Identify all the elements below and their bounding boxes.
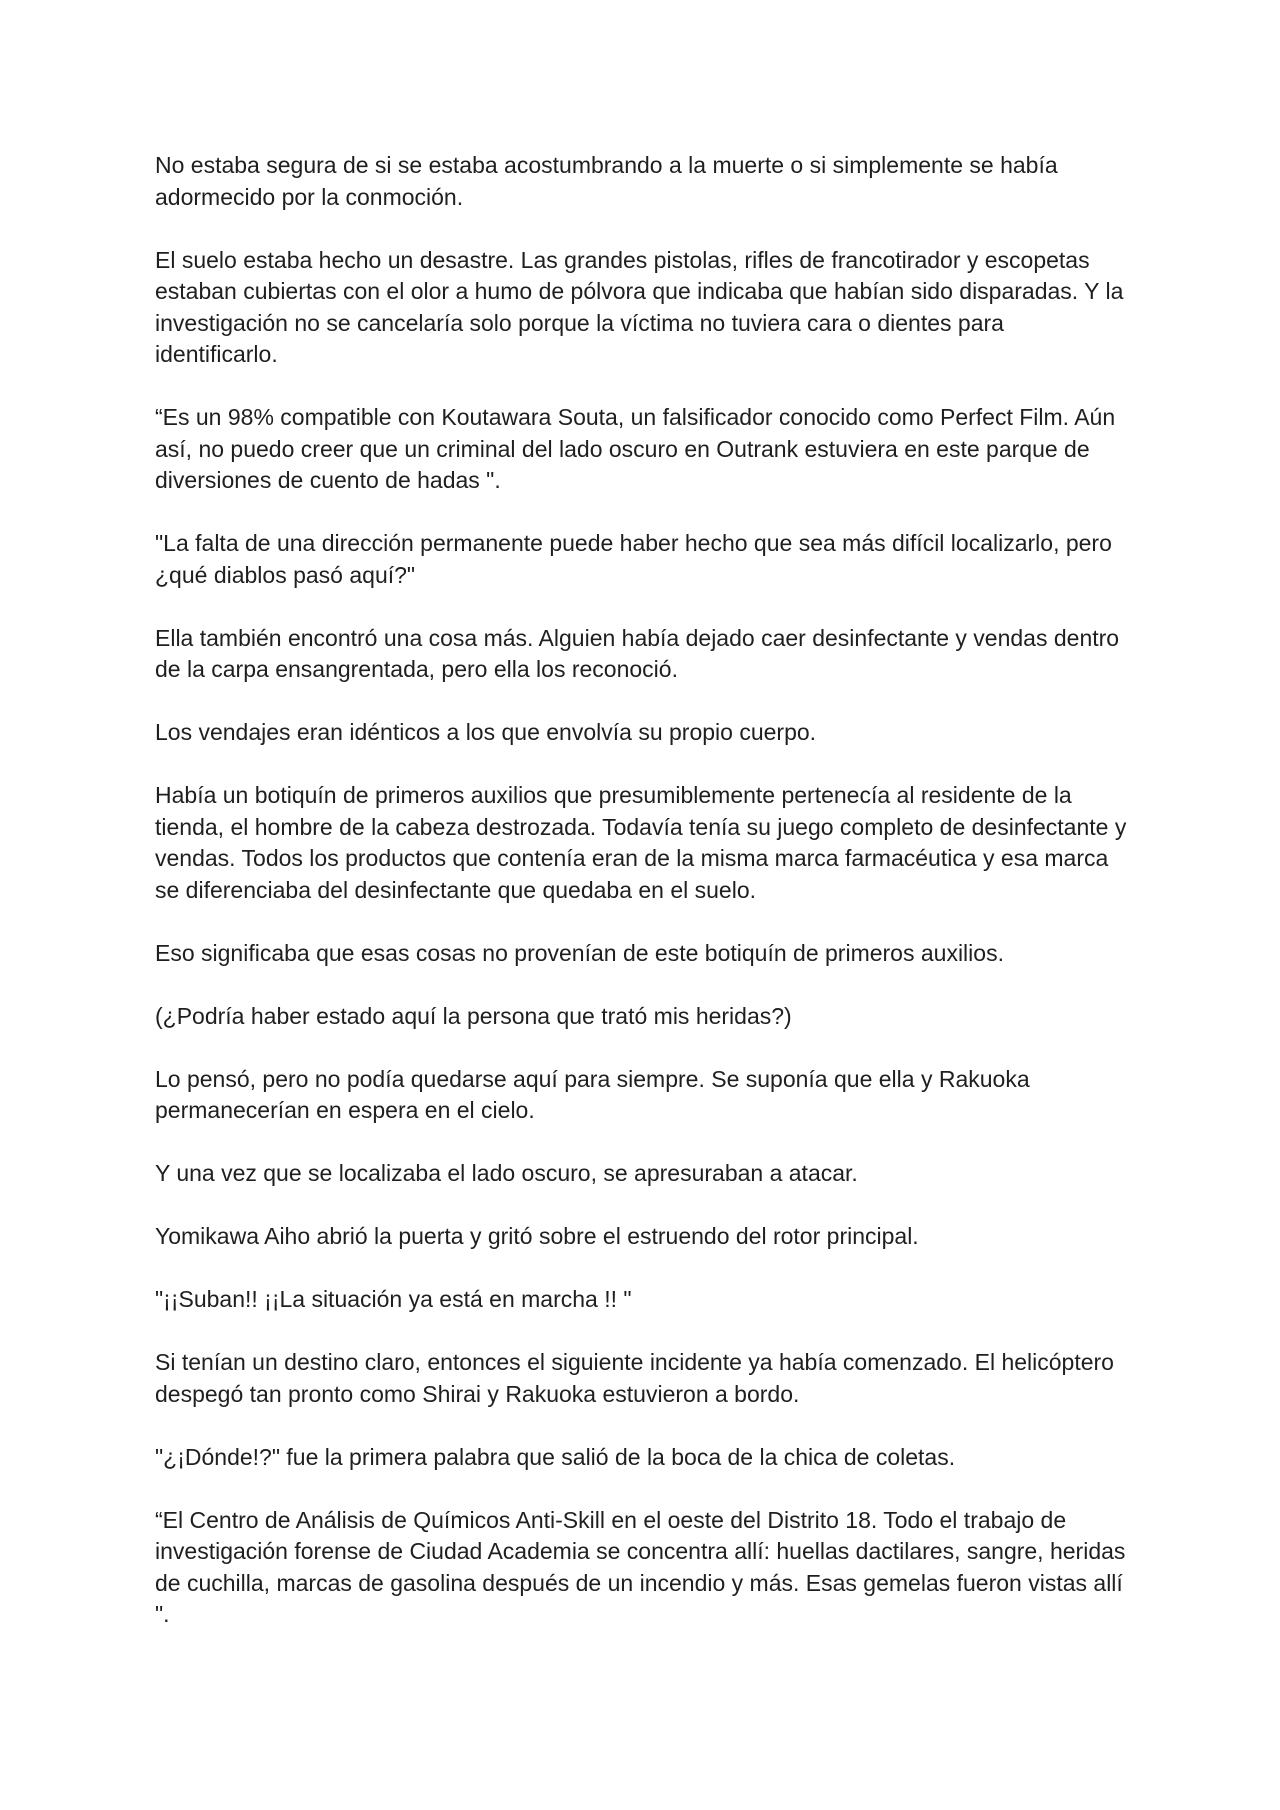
paragraph: No estaba segura de si se estaba acostumbrando a la muerte o si simplemente se había adormecido por la conmoción. bbox=[155, 152, 1058, 210]
paragraph: "¡¡Suban!! ¡¡La situación ya está en marcha !! " bbox=[155, 1286, 632, 1312]
paragraph: El suelo estaba hecho un desastre. Las grandes pistolas, rifles de francotirador y escopetas estaban cubiertas con el olor a humo de pólvora que indicaba que habían sido disparadas. Y la investigación no se cancelaría solo porque la víctima no tuviera cara o dientes para identificarlo. bbox=[155, 246, 1124, 367]
paragraph: “El Centro de Análisis de Químicos Anti-Skill en el oeste del Distrito 18. Todo el trabajo de investigación forense de Ciudad Academia se concentra allí: huellas dactilares, sangre, heridas de cuchilla, marcas de gasolina después de un incendio y más. Esas gemelas fueron vistas allí ". bbox=[155, 1506, 1126, 1627]
paragraph: Yomikawa Aiho abrió la puerta y gritó sobre el estruendo del rotor principal. bbox=[155, 1223, 919, 1249]
paragraph: "¿¡Dónde!?" fue la primera palabra que salió de la boca de la chica de coletas. bbox=[155, 1443, 956, 1470]
paragraph: Y una vez que se localizaba el lado oscuro, se apresuraban a atacar. bbox=[155, 1160, 858, 1186]
paragraph: (¿Podría haber estado aquí la persona que trató mis heridas?) bbox=[155, 1002, 792, 1029]
paragraph: Los vendajes eran idénticos a los que envolvía su propio cuerpo. bbox=[155, 719, 817, 745]
paragraph: Había un botiquín de primeros auxilios que presumiblemente pertenecía al residente de la tienda, el hombre de la cabeza destrozada. Todavía tenía su juego completo de desinfectante y vendas. Todos los productos que contenía eran de la misma marca farmacéutica y esa marca se diferenciaba del desinfectante que quedaba en el suelo. bbox=[155, 782, 1127, 903]
paragraph: Eso significaba que esas cosas no provenían de este botiquín de primeros auxilios. bbox=[155, 939, 1004, 966]
paragraph: Ella también encontró una cosa más. Alguien había dejado caer desinfectante y vendas dentro de la carpa ensangrentada, pero ella los reconoció. bbox=[155, 624, 1120, 682]
paragraph: “Es un 98% compatible con Koutawara Souta, un falsificador conocido como Perfect Film. Aún así, no puedo creer que un criminal del lado oscuro en Outrank estuviera en este parque de diversiones de cuento de hadas ". bbox=[155, 404, 1116, 493]
paragraph: Lo pensó, pero no podía quedarse aquí para siempre. Se suponía que ella y Rakuoka permanecerían en espera en el cielo. bbox=[155, 1065, 1030, 1123]
paragraph: Si tenían un destino claro, entonces el siguiente incidente ya había comenzado. El helicóptero despegó tan pronto como Shirai y Rakuoka estuvieron a bordo. bbox=[155, 1349, 1114, 1407]
paragraph: "La falta de una dirección permanente puede haber hecho que sea más difícil localizarlo, pero ¿qué diablos pasó aquí?" bbox=[155, 530, 1112, 588]
document-body bbox=[155, 150, 1130, 1662]
